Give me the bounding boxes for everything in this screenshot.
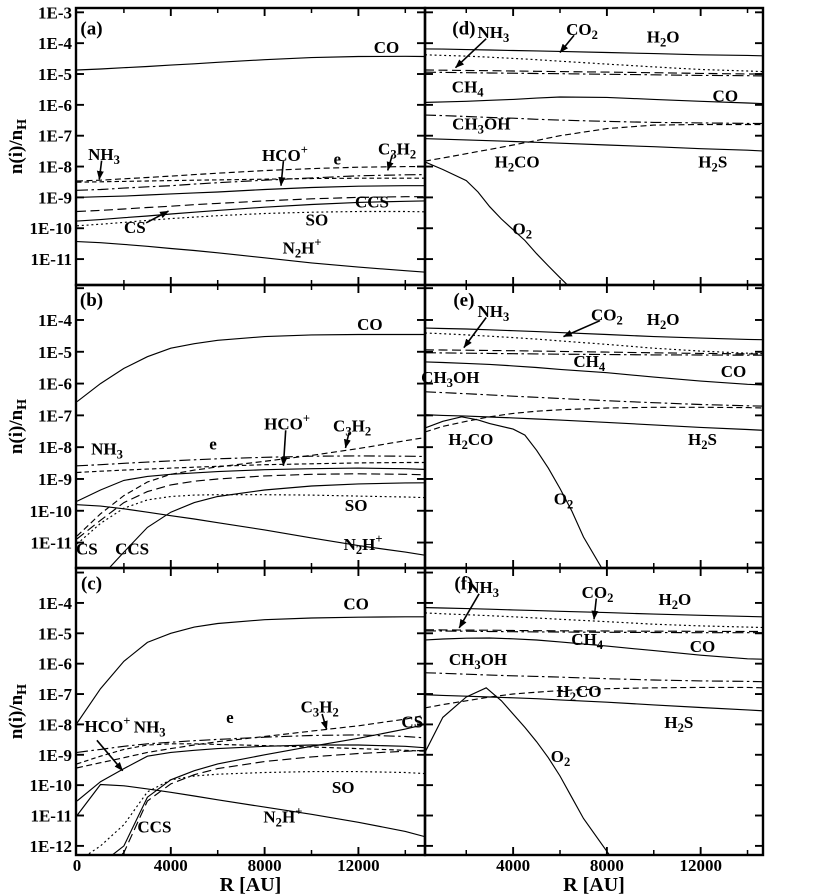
label-b-e: e bbox=[209, 434, 217, 454]
xtick-col0-4000: 4000 bbox=[153, 856, 188, 875]
label-a-CO: CO bbox=[373, 37, 400, 57]
xtick-col1-4000: 4000 bbox=[496, 856, 531, 875]
label-d-CH3OH: $CH_3OH$ bbox=[452, 114, 511, 137]
label-c-CCS: CCS bbox=[137, 817, 172, 837]
ytick-row1-1E-7: 1E-7 bbox=[38, 406, 72, 426]
label-a-e: e bbox=[333, 149, 342, 169]
xtick-col1-12000: 12000 bbox=[679, 856, 722, 875]
label-d-H2CO: $H_2CO$ bbox=[494, 152, 540, 175]
label-d-CO2: $CO_2$ bbox=[566, 19, 598, 42]
label-f-NH3: $NH_3$ bbox=[467, 578, 499, 600]
label-d-letter: (d) bbox=[452, 18, 476, 40]
label-d-NH3: $NH_3$ bbox=[477, 23, 510, 46]
label-d-H2S: $H_2S$ bbox=[698, 152, 728, 175]
label-d-O2: $O_2$ bbox=[512, 219, 533, 242]
label-e-CH4: $CH_4$ bbox=[573, 351, 606, 374]
label-c-N2H+: $N_2H^+$ bbox=[263, 804, 303, 830]
ytick-row0-1E-6: 1E-6 bbox=[38, 95, 72, 115]
label-d-H2O: $H_2O$ bbox=[646, 27, 680, 50]
label-c-CS: CS bbox=[401, 712, 424, 732]
label-c-letter: (c) bbox=[80, 573, 103, 595]
label-e-H2CO: $H_2CO$ bbox=[448, 429, 494, 452]
ytick-row0-1E-3: 1E-3 bbox=[38, 3, 72, 23]
xtick-col0-8000: 8000 bbox=[247, 856, 282, 875]
label-e-CO2: $CO_2$ bbox=[591, 305, 623, 328]
label-e-CH3OH: $CH_3OH$ bbox=[421, 368, 480, 390]
label-e-CO: CO bbox=[720, 362, 747, 382]
ytick-row1-1E-6: 1E-6 bbox=[38, 374, 72, 394]
label-b-N2H+: $N_2H^+$ bbox=[343, 531, 383, 557]
label-a-SO: SO bbox=[305, 210, 329, 230]
ytick-row2-1E-8: 1E-8 bbox=[38, 715, 72, 735]
x-axis-title-col1: R [AU] bbox=[563, 874, 625, 896]
y-axis-title-text-row0: $n(i)/n_H$ bbox=[6, 118, 30, 175]
y-axis-title-text-row2: $n(i)/n_H$ bbox=[6, 683, 30, 740]
label-f-H2CO: $H_2CO$ bbox=[556, 682, 602, 705]
label-b-CS: CS bbox=[76, 539, 98, 559]
ytick-row0-1E-8: 1E-8 bbox=[38, 157, 72, 177]
ytick-row2-1E-7: 1E-7 bbox=[38, 685, 72, 704]
ytick-row1-1E-10: 1E-10 bbox=[29, 501, 72, 521]
ytick-row0-1E-11: 1E-11 bbox=[30, 250, 72, 270]
y-axis-title-text-row1: $n(i)/n_H$ bbox=[6, 398, 30, 455]
label-a-C3H2: $C_3H_2$ bbox=[378, 139, 417, 162]
label-d-CO: CO bbox=[712, 86, 739, 106]
xtick-col1-8000: 8000 bbox=[589, 856, 624, 875]
label-b-HCO+: HCO+ bbox=[264, 411, 311, 434]
label-b-C3H2: $C_3H_2$ bbox=[333, 416, 372, 439]
label-a-NH3: $NH_3$ bbox=[88, 144, 120, 167]
ytick-row1-1E-4: 1E-4 bbox=[38, 311, 72, 330]
label-e-O2: $O_2$ bbox=[553, 489, 574, 512]
label-c-C3H2: $C_3H_2$ bbox=[300, 697, 339, 720]
label-f-H2O: $H_2O$ bbox=[658, 590, 692, 612]
label-f-H2S: $H_2S$ bbox=[664, 713, 694, 736]
label-a-letter: (a) bbox=[80, 18, 103, 40]
ytick-row2-1E-5: 1E-5 bbox=[38, 624, 72, 644]
label-c-SO: SO bbox=[331, 778, 355, 798]
label-f-O2: $O_2$ bbox=[550, 746, 571, 769]
label-c-HCO+: HCO+ bbox=[84, 714, 131, 736]
ytick-row1-1E-9: 1E-9 bbox=[38, 470, 72, 489]
label-b-letter: (b) bbox=[79, 289, 104, 311]
ytick-row2-1E-11: 1E-11 bbox=[30, 806, 72, 826]
label-f-CH4: $CH_4$ bbox=[571, 630, 604, 652]
ytick-row2-1E-6: 1E-6 bbox=[38, 654, 72, 674]
label-a-N2H+: $N_2H^+$ bbox=[282, 235, 322, 261]
label-b-CO: CO bbox=[357, 314, 383, 334]
label-e-H2O: $H_2O$ bbox=[646, 310, 680, 332]
ytick-row2-1E-12: 1E-12 bbox=[29, 836, 72, 856]
label-f-CO: CO bbox=[689, 636, 716, 656]
ytick-row1-1E-8: 1E-8 bbox=[38, 438, 72, 458]
label-b-NH3: $NH_3$ bbox=[91, 439, 123, 462]
label-e-letter: (e) bbox=[453, 289, 475, 311]
ytick-row1-1E-11: 1E-11 bbox=[30, 533, 72, 553]
label-c-CO: CO bbox=[343, 594, 369, 614]
ytick-row0-1E-4: 1E-4 bbox=[38, 34, 72, 54]
xtick-col0-12000: 12000 bbox=[337, 856, 380, 875]
x-axis-title-col0: R [AU] bbox=[219, 874, 282, 896]
label-d-CH4: $CH_4$ bbox=[451, 77, 484, 100]
label-e-H2S: $H_2S$ bbox=[688, 429, 717, 452]
label-f-CH3OH: $CH_3OH$ bbox=[448, 650, 508, 673]
ytick-row2-1E-9: 1E-9 bbox=[38, 745, 72, 765]
label-a-CS: CS bbox=[124, 218, 146, 238]
ytick-row0-1E-7: 1E-7 bbox=[38, 126, 72, 146]
ytick-row0-1E-9: 1E-9 bbox=[38, 188, 72, 208]
label-a-CCS: CCS bbox=[354, 192, 390, 212]
label-a-HCO+: HCO+ bbox=[262, 143, 308, 165]
label-b-CCS: CCS bbox=[115, 539, 150, 559]
label-c-NH3: $NH_3$ bbox=[133, 717, 166, 740]
label-b-SO: SO bbox=[344, 496, 368, 516]
xtick-col0-0: 0 bbox=[72, 856, 82, 875]
ytick-row1-1E-5: 1E-5 bbox=[38, 342, 72, 362]
ytick-row0-1E-10: 1E-10 bbox=[29, 219, 72, 239]
label-f-CO2: $CO_2$ bbox=[581, 583, 614, 606]
label-e-NH3: $NH_3$ bbox=[477, 301, 510, 324]
ytick-row0-1E-5: 1E-5 bbox=[38, 65, 72, 84]
ytick-row2-1E-10: 1E-10 bbox=[29, 776, 72, 796]
label-f-letter: (f) bbox=[454, 573, 474, 595]
label-c-e: e bbox=[226, 707, 234, 727]
ytick-row2-1E-4: 1E-4 bbox=[38, 593, 72, 613]
